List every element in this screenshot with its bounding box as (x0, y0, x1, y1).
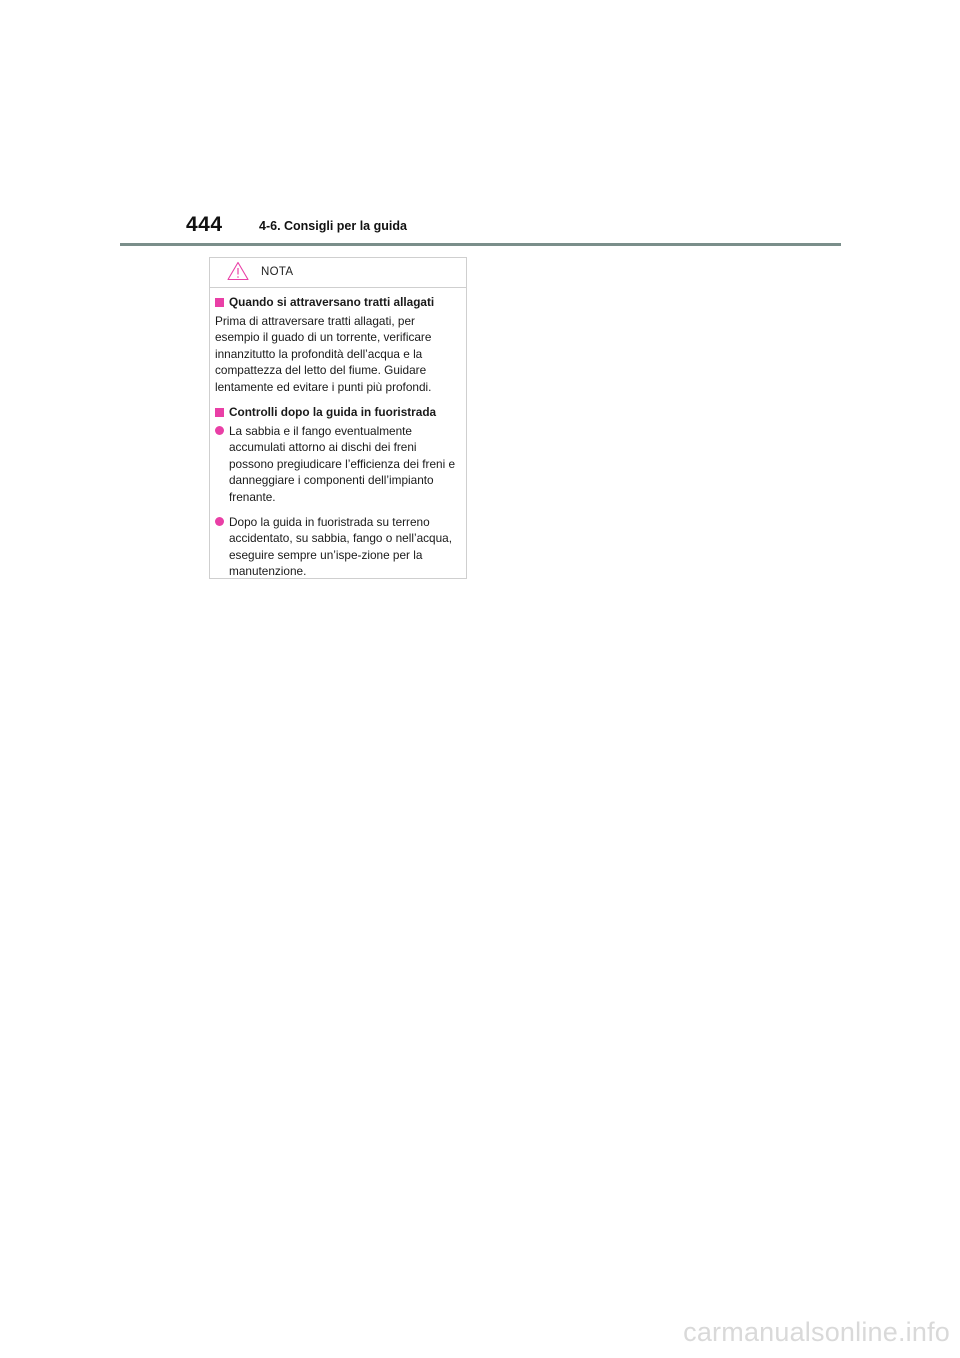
note-box (209, 257, 467, 579)
note-body (210, 288, 466, 580)
note-label: NOTA (261, 266, 294, 278)
section-heading-flooded-roads (215, 294, 460, 310)
list-item (215, 514, 460, 580)
paragraph-flooded-roads: Prima di attraversare tratti allagati, per esempio il guado di un torrente, verificare innanzitutto la profondità dell’acqua e la compattezza del letto del fiume. Guidare lentamente ed evitare i punti più profondi. (215, 314, 432, 394)
section-heading-offroad-checks (215, 404, 460, 420)
warning-triangle-icon (227, 261, 249, 281)
note-header (210, 258, 466, 288)
square-bullet-icon (215, 408, 224, 417)
circle-bullet-icon (215, 426, 224, 435)
page-number: 444 (186, 213, 223, 236)
header-divider (120, 243, 841, 246)
watermark: carmanualsonline.info (683, 1317, 950, 1347)
bullet-text: La sabbia e il fango eventualmente accumulati attorno ai dischi dei freni possono pregiudicare l’efficienza dei freni e danneggiare i componenti dell’impianto frenante. (229, 424, 456, 504)
list-item (215, 423, 460, 505)
heading-text: Quando si attraversano tratti allagati (229, 295, 435, 309)
heading-text: Controlli dopo la guida in fuoristrada (229, 405, 437, 420)
square-bullet-icon (215, 298, 224, 307)
circle-bullet-icon (215, 517, 224, 526)
bullet-text: Dopo la guida in fuoristrada su terreno accidentato, su sabbia, fango o nell’acqua, eseguire sempre un’ispe-zione per la manutenzione. (229, 515, 452, 579)
section-title: 4-6. Consigli per la guida (259, 219, 407, 233)
